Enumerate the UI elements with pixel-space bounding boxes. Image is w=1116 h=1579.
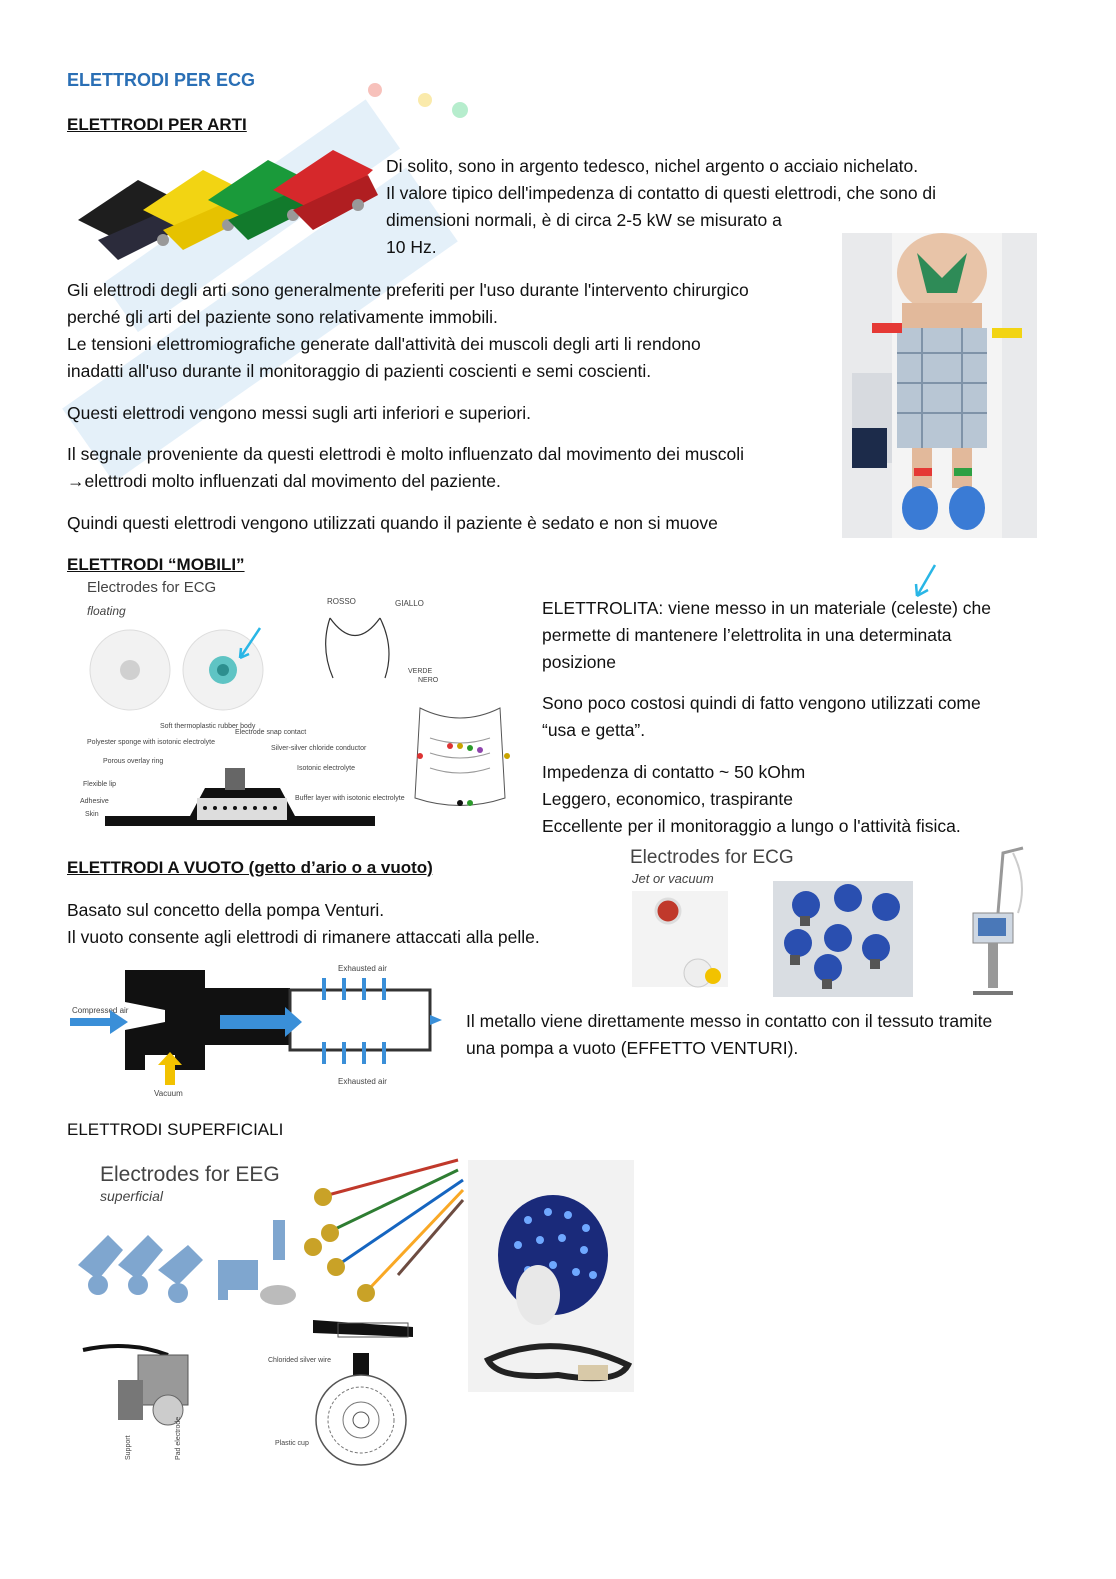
arti-paragraph-2: Questi elettrodi vengono messi sugli arti inferiori e superiori. bbox=[67, 403, 531, 423]
label-adhesive: Adhesive bbox=[80, 798, 109, 805]
page-title: ELETTRODI PER ECG bbox=[67, 70, 256, 90]
label-skin: Skin bbox=[85, 811, 99, 818]
label-support: Support bbox=[125, 1435, 132, 1460]
label-vacuum: Vacuum bbox=[154, 1089, 183, 1098]
label-porous: Porous overlay ring bbox=[103, 758, 164, 765]
vacuum-figure-title: Electrodes for ECG bbox=[630, 847, 794, 868]
vuoto-para1-line: Basato sul concetto della pompa Venturi. bbox=[67, 900, 385, 920]
label-plastic-cup: Plastic cup bbox=[275, 1440, 309, 1447]
mobili-paragraph-3 bbox=[542, 759, 1062, 840]
mobili-para3-line: Impedenza di contatto ~ 50 kOhm bbox=[542, 762, 806, 782]
label-isotonic: Isotonic electrolyte bbox=[297, 765, 355, 772]
label-snap: Electrode snap contact bbox=[235, 729, 307, 736]
label-sponge: Polyester sponge with isotonic electrolyte bbox=[87, 739, 216, 746]
label-flexible-lip: Flexible lip bbox=[83, 781, 117, 788]
vuoto-para1-line: Il vuoto consente agli elettrodi di rimanere attaccati alla pelle. bbox=[67, 927, 540, 947]
vuoto-paragraph-2 bbox=[466, 1008, 1066, 1062]
arti-paragraph-4: Quindi questi elettrodi vengono utilizzati quando il paziente è sedato e non si muove bbox=[67, 513, 718, 533]
arti-intro-line: 10 Hz. bbox=[386, 237, 437, 257]
vacuum-figure-subtitle: Jet or vacuum bbox=[632, 871, 714, 886]
label-exhausted-air-bottom: Exhausted air bbox=[338, 1077, 387, 1086]
arti-para3-line: →elettrodi molto influenzati dal movimento del paziente. bbox=[67, 471, 501, 491]
floating-electrodes-figure bbox=[75, 578, 525, 833]
eeg-electrodes-figure bbox=[68, 1155, 468, 1475]
label-pad-electrode: Pad electrode bbox=[175, 1416, 182, 1460]
vuoto-para2-line: una pompa a vuoto (EFFETTO VENTURI). bbox=[466, 1038, 799, 1058]
floating-figure-subtitle: floating bbox=[87, 604, 126, 618]
vuoto-para2-line: Il metallo viene direttamente messo in contatto con il tessuto tramite bbox=[466, 1011, 993, 1031]
arti-intro-line: dimensioni normali, è di circa 2-5 kW se misurato a bbox=[386, 210, 782, 230]
label-chlorided-wire: Chlorided silver wire bbox=[268, 1357, 332, 1364]
vuoto-paragraph-1 bbox=[67, 897, 607, 951]
patient-limb-electrodes-photo bbox=[842, 233, 1037, 538]
section-heading-superficiali: ELETTRODI SUPERFICIALI bbox=[67, 1120, 284, 1139]
vacuum-electrodes-figure bbox=[628, 843, 1038, 1005]
label-silver: Silver-silver chloride conductor bbox=[271, 745, 367, 752]
eeg-cap-photo bbox=[468, 1160, 634, 1392]
eeg-figure-title: Electrodes for EEG bbox=[100, 1163, 280, 1186]
label-soft-body: Soft thermoplastic rubber body bbox=[160, 723, 256, 730]
arti-para3-line: Il segnale proveniente da questi elettrodi è molto influenzato dal movimento dei muscoli bbox=[67, 444, 745, 464]
section-heading-vuoto: ELETTRODI A VUOTO (getto d’ario o a vuoto) bbox=[67, 858, 433, 877]
arti-para1-line: Gli elettrodi degli arti sono generalmente preferiti per l'uso durante l'intervento chirurgico bbox=[67, 280, 749, 300]
mobili-para2-line: Sono poco costosi quindi di fatto vengono utilizzati come bbox=[542, 693, 981, 713]
arti-para1-line: perché gli arti del paziente sono relativamente immobili. bbox=[67, 307, 498, 327]
floating-figure-title: Electrodes for ECG bbox=[87, 579, 217, 596]
label-buffer: Buffer layer with isotonic electrolyte bbox=[295, 795, 405, 802]
label-verde: VERDE bbox=[408, 668, 433, 675]
mobili-para2-line: “usa e getta”. bbox=[542, 720, 646, 740]
mobili-para3-line: Leggero, economico, traspirante bbox=[542, 789, 793, 809]
venturi-pump-diagram bbox=[70, 960, 455, 1100]
label-compressed-air: Compressed air bbox=[72, 1006, 129, 1015]
arti-paragraph-1 bbox=[67, 277, 827, 385]
mobili-para1-line: permette di mantenere l’elettrolita in una determinata bbox=[542, 625, 952, 645]
label-rosso: ROSSO bbox=[327, 597, 356, 606]
section-heading-mobili: ELETTRODI “MOBILI” bbox=[67, 555, 245, 574]
mobili-para1-line: posizione bbox=[542, 652, 616, 672]
arti-para1-line: inadatti all'uso durante il monitoraggio di pazienti coscienti e semi coscienti. bbox=[67, 361, 652, 381]
arti-intro-line: Di solito, sono in argento tedesco, nichel argento o acciaio nichelato. bbox=[386, 156, 919, 176]
label-giallo: GIALLO bbox=[395, 599, 424, 608]
mobili-paragraph-2 bbox=[542, 690, 1062, 744]
mobili-para3-line: Eccellente per il monitoraggio a lungo o l'attività fisica. bbox=[542, 816, 961, 836]
label-exhausted-air-top: Exhausted air bbox=[338, 964, 387, 973]
section-heading-arti: ELETTRODI PER ARTI bbox=[67, 115, 247, 134]
arti-para1-line: Le tensioni elettromiografiche generate dall'attività dei muscoli degli arti li rendono bbox=[67, 334, 701, 354]
arti-intro-line: Il valore tipico dell'impedenza di contatto di questi elettrodi, che sono di bbox=[386, 183, 937, 203]
limb-clamp-electrodes-image bbox=[68, 150, 380, 270]
mobili-paragraph-1 bbox=[542, 595, 1062, 676]
mobili-para1-line: ELETTROLITA: viene messo in un materiale (celeste) che bbox=[542, 598, 992, 618]
label-nero: NERO bbox=[418, 677, 439, 684]
arti-paragraph-3 bbox=[67, 441, 827, 495]
eeg-figure-subtitle: superficial bbox=[100, 1188, 164, 1204]
